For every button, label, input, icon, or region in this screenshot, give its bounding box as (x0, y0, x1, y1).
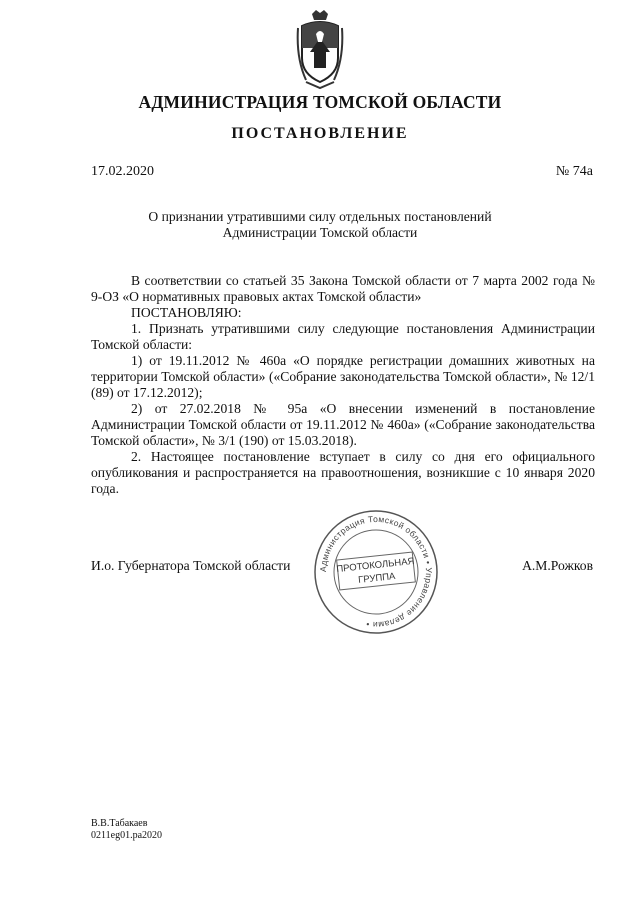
decree-word: ПОСТАНОВЛЯЮ: (131, 305, 242, 320)
signatory-name: А.М.Рожков (522, 558, 593, 573)
document-number: № 74а (555, 164, 593, 179)
svg-text:Администрация Томской области (318, 514, 434, 630)
official-stamp (312, 508, 440, 636)
clause-1: 1. Признать утратившими силу следующие постановления Администрации Томской области: (91, 321, 595, 352)
stamp-center-line: ПРОТОКОЛЬНАЯ (335, 555, 415, 576)
footer (91, 818, 162, 842)
clause-1-2: 2) от 27.02.2018 № 95а «О внесении изменений в постановление Администрации Томской области от 19.11.2012 № 460а» («Собрание законодательства Томской области», № 3/1 (190) от 15.03.2018). (91, 401, 595, 448)
preamble-paragraph: В соответствии со статьей 35 Закона Томской области от 7 марта 2002 года № 9-ОЗ «О нормативных правовых актах Томской области» (91, 273, 595, 304)
clause-1-1: 1) от 19.11.2012 № 460а «О порядке регистрации домашних животных на территории Томской области» («Собрание законодательства Томской области», № 12/1 (89) от 17.12.2012); (91, 353, 595, 400)
stamp-center-line: ГРУППА (357, 571, 396, 586)
executor-name: В.В.Табакаев (91, 818, 148, 829)
file-code: 0211eg01.pa2020 (91, 830, 163, 841)
stamp-ring-text: Администрация Томской области • Управление делами • (317, 513, 435, 631)
organization-title: АДМИНИСТРАЦИЯ ТОМСКОЙ ОБЛАСТИ (138, 92, 502, 112)
document-date: 17.02.2020 (91, 164, 154, 179)
document-type: ПОСТАНОВЛЕНИЕ (231, 125, 409, 142)
signatory-position: И.о. Губернатора Томской области (91, 558, 291, 573)
subject-line: Администрации Томской области (222, 225, 418, 240)
clause-2: 2. Настоящее постановление вступает в силу со дня его официального опубликования и распространяется на правоотношения, возникшие с 10 января 2020 года. (91, 449, 595, 496)
document-subject (0, 209, 640, 241)
document-body (91, 273, 595, 497)
coat-of-arms-icon (296, 8, 344, 90)
subject-line: О признании утратившими силу отдельных постановлений (148, 209, 492, 224)
